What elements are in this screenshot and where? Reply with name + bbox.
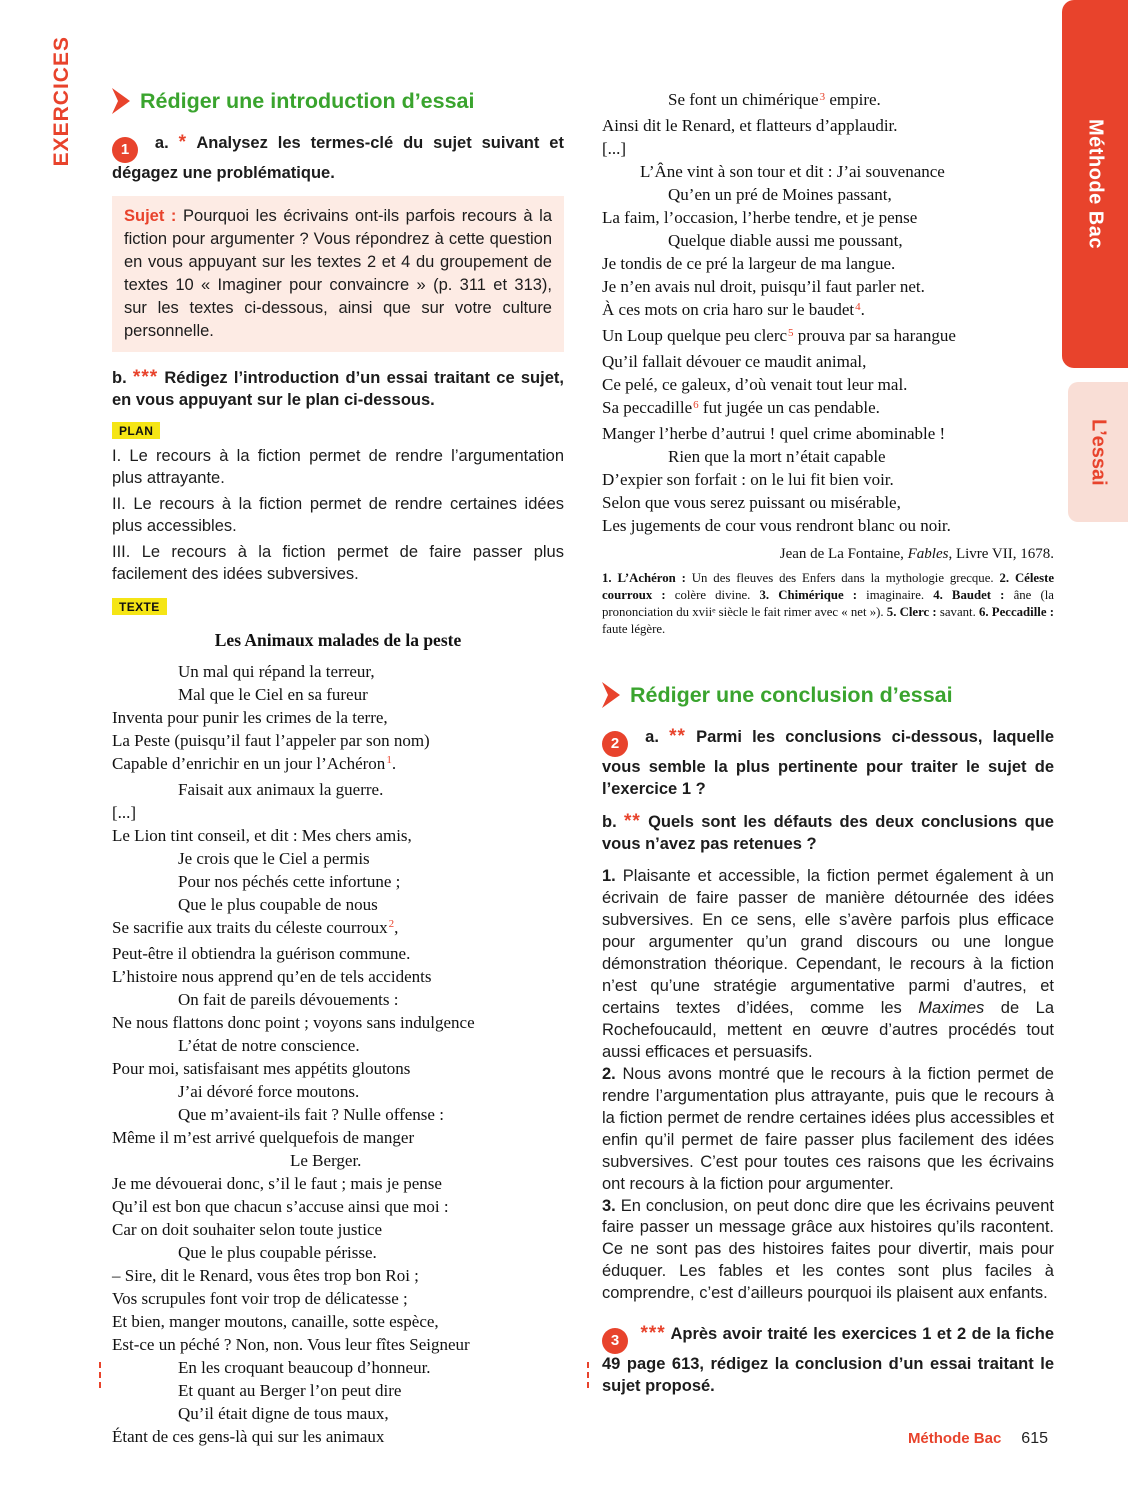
poem-right-part bbox=[602, 88, 1054, 537]
poem-line: J’ai dévoré force moutons. bbox=[178, 1081, 360, 1101]
plan-item: I. Le recours à la fiction permet de rendre l’argumentation plus attrayante. bbox=[112, 447, 564, 488]
page-number: 615 bbox=[1021, 1430, 1048, 1447]
poem-line: Je tondis de ce pré la largeur de ma langue. bbox=[602, 254, 896, 273]
conclusion-proposal: 1. Plaisante et accessible, la fiction permet également à un écrivain de faire passer de manière détournée des idées subversives. En ce sens, elle s’avère parfois plus efficace pour argumenter qu’un grand discours ou une longue démonstration théorique. Cependant, le recours à la fiction n’est qu’une stratégie argumentative parmi d’autres, et certains textes d’idées, comme les Maximes de La Rochefoucauld, mettent en œuvre d’autres procédés tout aussi efficaces et persuasifs. bbox=[602, 867, 1054, 1061]
poem-line: Je crois que le Ciel a permis bbox=[178, 848, 370, 868]
difficulty-stars: ** bbox=[623, 810, 641, 832]
poem-line: On fait de pareils dévouements : bbox=[178, 989, 399, 1009]
poem-line: Ne nous flattons donc point ; voyons sans indulgence bbox=[112, 1012, 475, 1032]
poem-line: Et bien, manger moutons, canaille, sotte espèce, bbox=[112, 1311, 439, 1331]
question-b-text: Rédigez l’introduction d’un essai traitant ce sujet, en vous appuyant sur le plan ci-dessous. bbox=[112, 369, 564, 410]
poem-line: Même il m’est arrivé quelquefois de manger bbox=[112, 1127, 415, 1147]
plan-item: III. Le recours à la fiction permet de faire passer plus facilement des idées subversives. bbox=[112, 542, 564, 583]
poem-line: [...] bbox=[112, 802, 137, 822]
exercise-1-badge: 1 bbox=[112, 137, 138, 163]
poem-line: Que le plus coupable de nous bbox=[178, 894, 378, 914]
question-a-text: Analysez les termes-clé du sujet suivant et dégagez une problématique. bbox=[112, 134, 564, 182]
difficulty-stars: ** bbox=[669, 726, 686, 748]
exercise-2-badge: 2 bbox=[602, 731, 628, 757]
poem-line: D’expier son forfait : on le lui fit bien voir. bbox=[602, 470, 894, 489]
poem-line: À ces mots on cria haro sur le baudet$^4$. bbox=[602, 300, 865, 319]
poem-line: L’Âne vint à son tour et dit : J’ai souvenance bbox=[640, 162, 945, 181]
red-flag-icon bbox=[112, 88, 130, 114]
exercise-2b-statement bbox=[602, 809, 1054, 856]
footnote: 1. L’Achéron : Un des fleuves des Enfers dans la mythologie grecque. bbox=[602, 571, 1000, 585]
red-flag-icon bbox=[602, 682, 620, 708]
poem-line: Qu’en un pré de Moines passant, bbox=[668, 185, 892, 204]
plan-list bbox=[112, 446, 564, 586]
poem-line: La faim, l’occasion, l’herbe tendre, et je pense bbox=[602, 208, 918, 227]
sujet-label: Sujet : bbox=[124, 206, 177, 225]
footnote: 2. Céleste courroux : colère divine. bbox=[602, 571, 1055, 603]
conclusion-proposal: 3. En conclusion, on peut donc dire que les écrivains peuvent faire passer un message grâce aux histoires qu’ils racontent. Ce ne sont pas des histoires faites pour divertir, mais pour éduquer. Les fables et les contes sont plus faciles à comprendre, c’est d’ailleurs pourquoi ils plaisent aux enfants. bbox=[602, 1196, 1054, 1303]
poem-left-part bbox=[112, 660, 564, 1448]
poem-attribution bbox=[602, 546, 1054, 563]
poem-line: Les jugements de cour vous rendront blanc ou noir. bbox=[602, 516, 951, 535]
poem-line: En les croquant beaucoup d’honneur. bbox=[178, 1357, 431, 1377]
footnote: 6. Peccadille : faute légère. bbox=[602, 605, 1054, 637]
poem-line: Mal que le Ciel en sa fureur bbox=[178, 684, 368, 704]
difficulty-stars: * bbox=[178, 132, 188, 153]
side-tab-essai bbox=[1068, 382, 1128, 522]
section-heading-conclusion bbox=[602, 682, 1054, 708]
poem-line: Pour moi, satisfaisant mes appétits gloutons bbox=[112, 1058, 411, 1078]
exercise-3-text: Après avoir traité les exercices 1 et 2 de la fiche 49 page 613, rédigez la conclusion d’un essai traitant le sujet proposé. bbox=[602, 1325, 1054, 1395]
poem-title: Les Animaux malades de la peste bbox=[214, 629, 462, 650]
plan-item: II. Le recours à la fiction permet de rendre certaines idées plus accessibles. bbox=[112, 495, 564, 535]
poem-line: Un Loup quelque peu clerc$^5$ prouva par sa harangue bbox=[602, 326, 956, 345]
exercise-3-statement bbox=[602, 1321, 1054, 1398]
difficulty-stars: *** bbox=[640, 1323, 666, 1345]
footnote: 4. Baudet : âne (la prononciation du xviiᵉ siècle le fait rimer avec « net »). bbox=[602, 588, 1054, 620]
poem-line: La Peste (puisqu’il faut l’appeler par son nom) bbox=[112, 730, 430, 750]
footer-brand: Méthode Bac bbox=[907, 1430, 1002, 1447]
texte-tag: TEXTE bbox=[112, 598, 167, 615]
side-tab-methode-bac-label: Méthode Bac bbox=[1084, 119, 1107, 249]
poem-line: Se sacrifie aux traits du céleste courroux$^2$, bbox=[112, 917, 399, 937]
poem-line: Manger l’herbe d’autrui ! quel crime abominable ! bbox=[602, 424, 946, 443]
poem-line: Le Berger. bbox=[290, 1150, 362, 1170]
poem-line: Rien que la mort n’était capable bbox=[668, 447, 886, 466]
sujet-text: Pourquoi les écrivains ont-ils parfois recours à la fiction pour argumenter ? Vous répondrez à cette question en vous appuyant sur les textes 2 et 4 du groupement de textes 10 « Imaginer pour convaincre » (p. 311 et 313), sur les textes ci-dessous, ainsi que sur votre culture personnelle. bbox=[124, 206, 552, 341]
exercices-vertical-label: EXERCICES bbox=[50, 36, 73, 167]
column-end-mark bbox=[587, 1362, 589, 1388]
plan-tag: PLAN bbox=[112, 422, 160, 439]
poem-line: Capable d’enrichir en un jour l’Achéron$^1$. bbox=[112, 753, 397, 773]
footnote: 5. Clerc : savant. bbox=[886, 605, 979, 620]
question-a-label: a. bbox=[645, 728, 659, 747]
exercise-2a-statement bbox=[602, 724, 1054, 801]
poem-line: Quelque diable aussi me poussant, bbox=[668, 231, 903, 250]
poem-line: Je me dévouerai donc, s’il le faut ; mais je pense bbox=[112, 1173, 442, 1193]
question-a-text: Parmi les conclusions ci-dessous, laquelle vous semble la plus pertinente pour traiter le sujet de l’exercice 1 ? bbox=[602, 728, 1055, 798]
poem-line: Je n’en avais nul droit, puisqu’il faut parler net. bbox=[602, 277, 925, 296]
side-tab-essai-label: L’essai bbox=[1087, 418, 1110, 486]
poem-line: Car on doit souhaiter selon toute justice bbox=[112, 1219, 383, 1239]
poem-line: Faisait aux animaux la guerre. bbox=[178, 779, 384, 799]
right-column bbox=[602, 88, 1054, 1448]
left-column bbox=[112, 88, 564, 1448]
attribution-work: Fables bbox=[907, 546, 949, 562]
section-heading-introduction-text: Rédiger une introduction d’essai bbox=[140, 88, 475, 113]
difficulty-stars: *** bbox=[132, 367, 159, 389]
poem-line: Que le plus coupable périsse. bbox=[178, 1242, 377, 1262]
poem-line: Que m’avaient-ils fait ? Nulle offense : bbox=[178, 1104, 444, 1124]
poem-line: [...] bbox=[602, 139, 627, 158]
side-tab-methode-bac bbox=[1062, 0, 1128, 368]
poem-line: L’état de notre conscience. bbox=[178, 1035, 360, 1055]
question-b-text: Quels sont les défauts des deux conclusions que vous n’avez pas retenues ? bbox=[602, 812, 1054, 853]
poem-line: Est-ce un péché ? Non, non. Vous leur fîtes Seigneur bbox=[112, 1334, 470, 1354]
poem-line: Selon que vous serez puissant ou misérable, bbox=[602, 493, 901, 512]
attribution-author: Jean de La Fontaine, bbox=[779, 546, 908, 562]
page-footer bbox=[908, 1430, 1048, 1448]
poem-line: Sa peccadille$^6$ fut jugée un cas pendable. bbox=[602, 398, 880, 417]
poem-line: Vos scrupules font voir trop de délicatesse ; bbox=[112, 1288, 408, 1308]
poem-line: Pour nos péchés cette infortune ; bbox=[178, 871, 401, 891]
question-b-label: b. bbox=[602, 812, 617, 831]
sujet-box bbox=[112, 196, 564, 353]
exercise-1b-statement bbox=[112, 365, 564, 412]
section-heading-conclusion-text: Rédiger une conclusion d’essai bbox=[630, 682, 953, 707]
question-b-label: b. bbox=[112, 369, 127, 388]
poem-line: Inventa pour punir les crimes de la terre, bbox=[112, 707, 388, 727]
poem-line: Le Lion tint conseil, et dit : Mes chers amis, bbox=[112, 825, 412, 845]
footnote: 3. Chimérique : imaginaire. bbox=[759, 588, 934, 603]
conclusion-proposals bbox=[602, 866, 1054, 1305]
poem-line: Ce pelé, ce galeux, d’où venait tout leur mal. bbox=[602, 375, 908, 394]
poem-line: Peut-être il obtiendra la guérison commune. bbox=[112, 943, 411, 963]
footnotes bbox=[602, 570, 1054, 638]
poem-line: Ainsi dit le Renard, et flatteurs d’applaudir. bbox=[602, 116, 898, 135]
poem-line: – Sire, dit le Renard, vous êtes trop bon Roi ; bbox=[112, 1265, 419, 1285]
poem-line: Qu’il est bon que chacun s’accuse ainsi que moi : bbox=[112, 1196, 449, 1216]
poem-line: Étant de ces gens-là qui sur les animaux bbox=[112, 1426, 385, 1446]
poem-line: Qu’il fallait dévouer ce maudit animal, bbox=[602, 352, 867, 371]
poem-line: Qu’il était digne de tous maux, bbox=[178, 1403, 389, 1423]
exercise-3-badge: 3 bbox=[602, 1328, 628, 1354]
poem-line: Et quant au Berger l’on peut dire bbox=[178, 1380, 402, 1400]
exercise-1a-statement bbox=[112, 130, 564, 185]
conclusion-proposal: 2. Nous avons montré que le recours à la fiction permet de rendre l’argumentation plus attrayante, puis que le recours à la fiction permet de rendre certaines idées plus accessibles et enfin qu’il permet de faire passer plus facilement des idées subversives. C’est pour toutes ces raisons que les écrivains ont recours à la fiction pour argumenter. bbox=[602, 1064, 1054, 1193]
section-heading-introduction bbox=[112, 88, 564, 114]
column-end-mark bbox=[99, 1362, 101, 1388]
poem-line: L’histoire nous apprend qu’en de tels accidents bbox=[112, 966, 432, 986]
attribution-ref: , Livre VII, 1678. bbox=[948, 546, 1054, 562]
poem-line: Se font un chimérique$^3$ empire. bbox=[668, 90, 881, 109]
question-a-label: a. bbox=[154, 134, 169, 152]
poem-line: Un mal qui répand la terreur, bbox=[178, 661, 375, 681]
